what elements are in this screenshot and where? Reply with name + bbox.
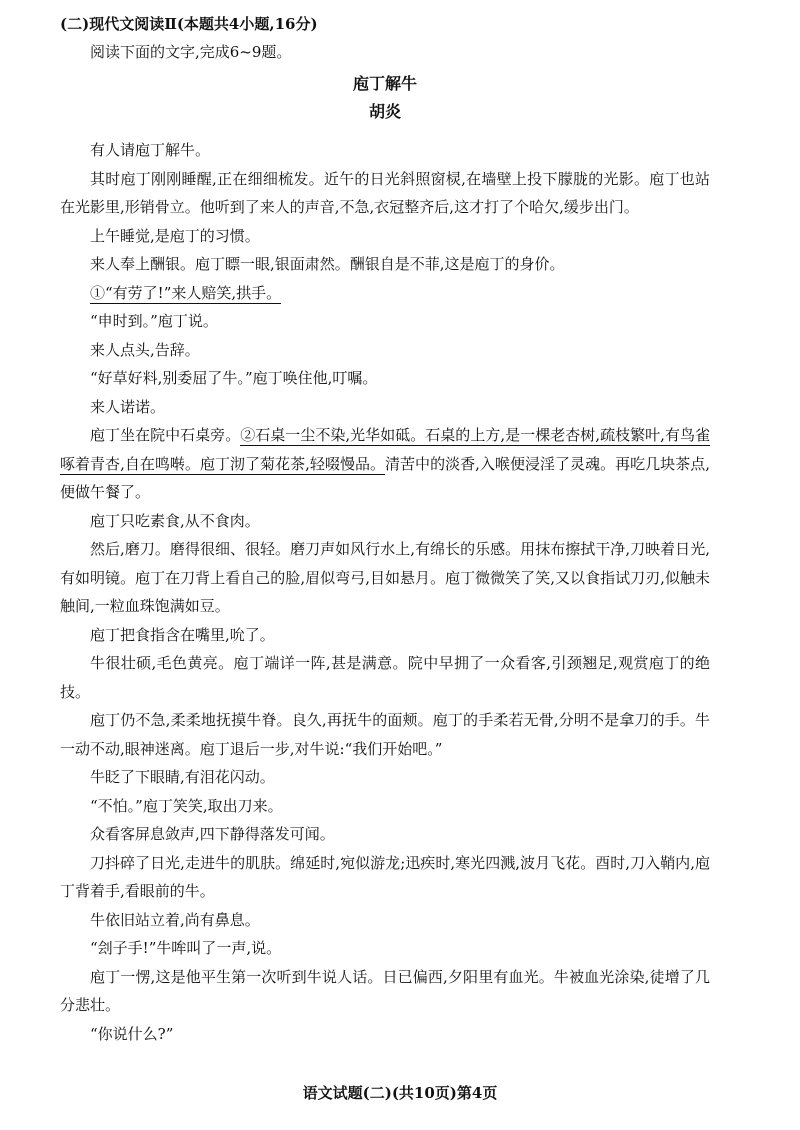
paragraph-text: 庖丁坐在院中石桌旁。	[90, 426, 241, 444]
paragraph-text: 众看客屏息敛声,四下静得落发可闻。	[90, 825, 335, 843]
article-paragraph	[60, 421, 710, 507]
article-paragraph	[60, 222, 710, 251]
article-paragraph	[60, 849, 710, 906]
article-paragraph	[60, 621, 710, 650]
article-paragraph	[60, 706, 710, 763]
paragraph-text: 庖丁只吃素食,从不食肉。	[90, 511, 260, 530]
article-paragraph	[60, 906, 710, 935]
reading-instruction: 阅读下面的文字,完成6~9题。	[90, 43, 292, 61]
article-author: 胡炎	[368, 102, 401, 121]
paragraph-text: 来人奉上酬银。庖丁瞟一眼,银面肃然。酬银自是不菲,这是庖丁的身价。	[90, 255, 565, 273]
paragraph-text: “刽子手!”牛哞叫了一声,说。	[90, 939, 282, 957]
paragraph-text: “你说什么?”	[90, 1024, 174, 1043]
article-paragraph	[60, 165, 710, 222]
paragraph-text: 其时庖丁刚刚睡醒,正在细细梳发。近午的日光斜照窗棂,在墙壁上投下朦胧的光影。庖丁也站在光影里,形销骨立。他听到了来人的声音,不急,衣冠整齐后,这才打了个哈欠,缓步出门。	[60, 169, 710, 216]
paragraph-text: “不怕。”庖丁笑笑,取出刀来。	[90, 796, 283, 815]
paragraph-text: 庖丁一愣,这是他平生第一次听到牛说人话。日已偏西,夕阳里有血光。牛被血光涂染,徒增了几分悲壮。	[60, 967, 710, 1014]
paragraph-text: 清苦中的淡香,入喉便浸淫了灵魂。再吃几块茶点,便做午餐了。	[60, 454, 710, 501]
article-paragraph	[60, 763, 710, 792]
paragraph-text: 然后,磨刀。磨得很细、很轻。磨刀声如风行水上,有绵长的乐感。用抹布擦拭干净,刀映着日光,有如明镜。庖丁在刀背上看自己的脸,眉似弯弓,目如悬月。庖丁微微笑了笑,又以食指试刀刃,似触未触间,一粒血珠饱满如豆。	[60, 540, 710, 615]
paragraph-text: “申时到。”庖丁说。	[90, 312, 218, 330]
article-paragraph	[60, 963, 710, 1020]
paragraph-text: 牛眨了下眼睛,有泪花闪动。	[90, 768, 275, 786]
article-title: 庖丁解牛	[352, 74, 417, 93]
paragraph-text: 刀抖碎了日光,走进牛的肌肤。绵延时,宛似游龙;迅疾时,寒光四溅,波月飞花。酉时,刀入鞘内,庖丁背着手,看眼前的牛。	[60, 853, 710, 900]
paragraph-text: 牛很壮硕,毛色黄亮。庖丁端详一阵,甚是满意。院中早拥了一众看客,引颈翘足,观赏庖丁的绝技。	[60, 654, 710, 701]
article-paragraph	[60, 393, 710, 422]
article-paragraph	[60, 1020, 710, 1049]
paragraph-text: 庖丁把食指含在嘴里,吮了。	[90, 625, 275, 644]
paragraph-text: 来人诺诺。	[90, 397, 166, 416]
paragraph-text: 庖丁仍不急,柔柔地抚摸牛脊。良久,再抚牛的面颊。庖丁的手柔若无骨,分明不是拿刀的手。牛一动不动,眼神迷离。庖丁退后一步,对牛说:“我们开始吧。”	[60, 711, 710, 758]
article-paragraph	[60, 307, 710, 336]
underlined-sentence: ①“有劳了!”来人赔笑,拱手。	[90, 283, 282, 302]
article-paragraph	[60, 364, 710, 393]
article-paragraph	[60, 136, 710, 165]
underlined-sentence: ②石桌一尘不染,光华如砥。石桌的上方,是一棵老杏树,疏枝繁叶,有鸟雀啄着青杏,自在鸣啭。庖丁沏了菊花茶,轻啜慢品。	[60, 426, 710, 473]
paragraph-text: 上午睡觉,是庖丁的习惯。	[90, 226, 260, 245]
article-paragraph	[60, 250, 710, 279]
article-body	[60, 136, 710, 1048]
article-paragraph	[60, 279, 710, 308]
article-paragraph	[60, 507, 710, 536]
article-paragraph	[60, 792, 710, 821]
article-paragraph	[60, 336, 710, 365]
paragraph-text: “好草好料,别委屈了牛。”庖丁唤住他,叮嘱。	[90, 369, 378, 387]
article-paragraph	[60, 649, 710, 706]
article-paragraph	[60, 535, 710, 621]
paragraph-text: 牛依旧站立着,尚有鼻息。	[90, 910, 260, 929]
page-footer: 语文试题(二)(共10页)第4页	[302, 1084, 498, 1102]
article-paragraph	[60, 820, 710, 849]
paragraph-text: 有人请庖丁解牛。	[90, 141, 211, 159]
section-header: (二)现代文阅读Ⅱ(本题共4小题,16分)	[60, 15, 318, 33]
article-paragraph	[60, 934, 710, 963]
paragraph-text: 来人点头,告辞。	[90, 340, 200, 359]
